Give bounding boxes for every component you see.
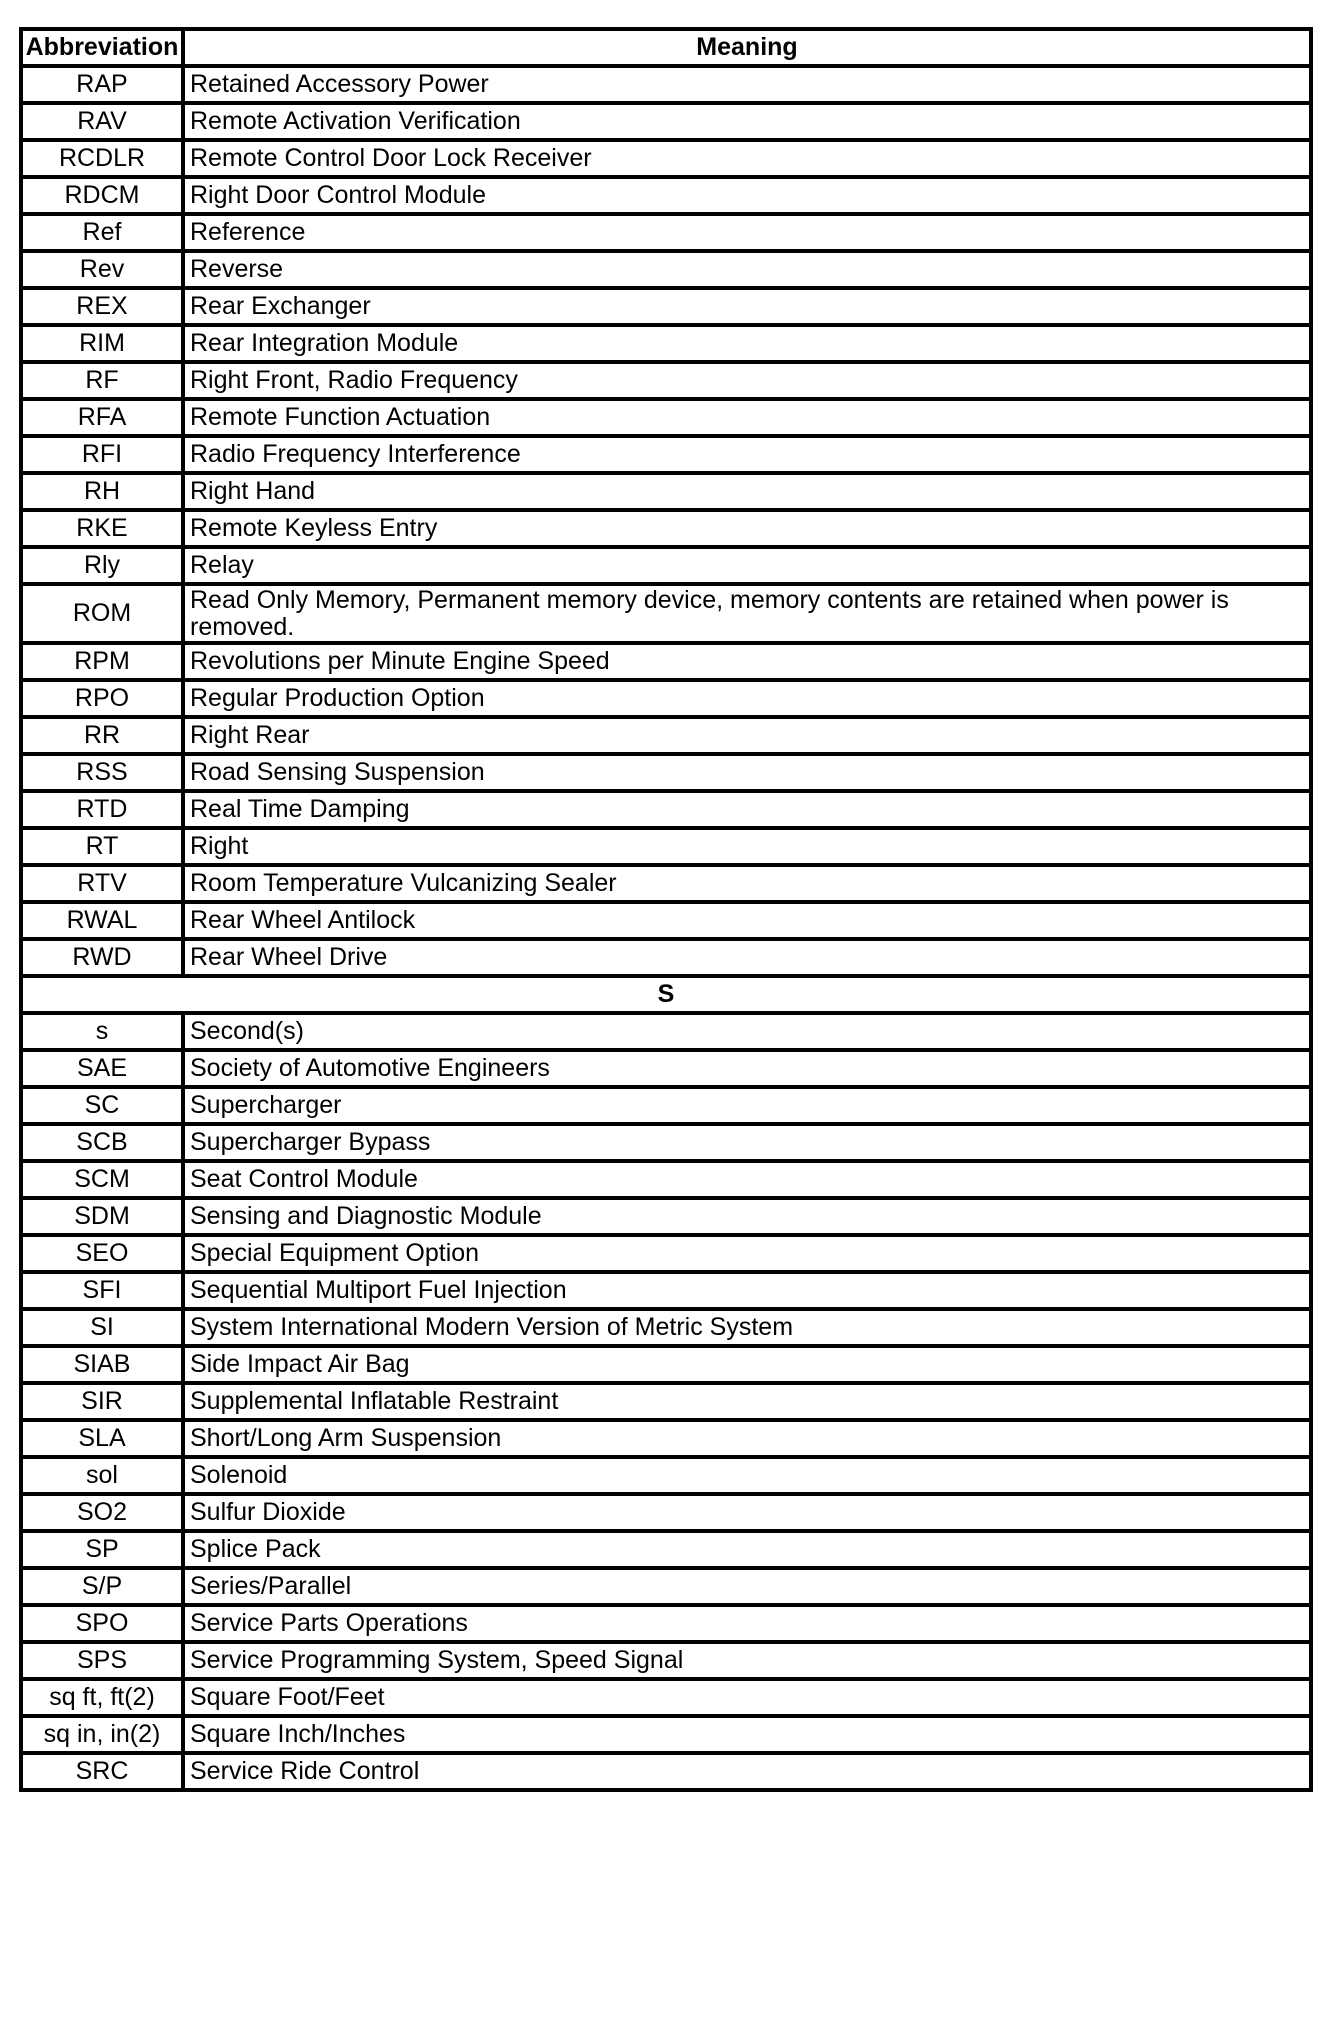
meaning-cell: Short/Long Arm Suspension [183,1420,1311,1457]
meaning-cell: Rear Integration Module [183,325,1311,362]
abbreviation-cell: SP [21,1531,183,1568]
table-row [21,939,1311,976]
meaning-cell: Remote Activation Verification [183,103,1311,140]
abbreviation-cell: Rly [21,547,183,584]
abbreviation-cell: RAP [21,66,183,103]
column-header-meaning: Meaning [183,29,1311,66]
meaning-cell: Right [183,828,1311,865]
meaning-cell: Right Door Control Module [183,177,1311,214]
abbreviation-cell: SPO [21,1605,183,1642]
meaning-cell: Read Only Memory, Permanent memory device, memory contents are retained when power is removed. [183,584,1311,643]
table-row [21,680,1311,717]
abbreviation-cell: RR [21,717,183,754]
table-row [21,643,1311,680]
meaning-cell: Reverse [183,251,1311,288]
section-letter: S [21,976,1311,1013]
abbreviation-cell: ROM [21,584,183,643]
column-header-abbreviation: Abbreviation [21,29,183,66]
abbreviation-cell: SC [21,1087,183,1124]
abbreviation-cell: SI [21,1309,183,1346]
meaning-cell: Special Equipment Option [183,1235,1311,1272]
table-row [21,1716,1311,1753]
table-row [21,362,1311,399]
abbreviation-cell: sol [21,1457,183,1494]
table-row [21,436,1311,473]
meaning-cell: System International Modern Version of Metric System [183,1309,1311,1346]
meaning-cell: Square Inch/Inches [183,1716,1311,1753]
abbreviation-cell: RPO [21,680,183,717]
meaning-cell: Right Front, Radio Frequency [183,362,1311,399]
meaning-cell: Service Parts Operations [183,1605,1311,1642]
abbreviation-cell: RFA [21,399,183,436]
abbreviation-cell: RKE [21,510,183,547]
abbreviation-cell: Ref [21,214,183,251]
meaning-cell: Real Time Damping [183,791,1311,828]
table-row [21,584,1311,643]
meaning-cell: Radio Frequency Interference [183,436,1311,473]
abbreviation-cell: RAV [21,103,183,140]
table-row [21,1753,1311,1790]
table-row [21,1457,1311,1494]
abbreviation-cell: s [21,1013,183,1050]
meaning-cell: Retained Accessory Power [183,66,1311,103]
table-row [21,1346,1311,1383]
meaning-cell: Right Rear [183,717,1311,754]
table-row [21,1605,1311,1642]
abbreviation-cell: SFI [21,1272,183,1309]
table-row [21,1013,1311,1050]
table-row [21,510,1311,547]
abbreviation-cell: SCB [21,1124,183,1161]
meaning-cell: Side Impact Air Bag [183,1346,1311,1383]
abbreviation-cell: Rev [21,251,183,288]
meaning-cell: Reference [183,214,1311,251]
meaning-cell: Regular Production Option [183,680,1311,717]
table-row [21,66,1311,103]
meaning-cell: Room Temperature Vulcanizing Sealer [183,865,1311,902]
meaning-cell: Rear Wheel Drive [183,939,1311,976]
table-row [21,717,1311,754]
meaning-cell: Right Hand [183,473,1311,510]
table-row [21,1235,1311,1272]
abbreviation-cell: SPS [21,1642,183,1679]
table-row [21,791,1311,828]
abbreviation-cell: RDCM [21,177,183,214]
meaning-cell: Sulfur Dioxide [183,1494,1311,1531]
abbreviation-cell: RT [21,828,183,865]
abbreviation-cell: RTV [21,865,183,902]
table-row [21,325,1311,362]
table-row [21,1309,1311,1346]
meaning-cell: Seat Control Module [183,1161,1311,1198]
table-row [21,1198,1311,1235]
abbreviation-cell: RFI [21,436,183,473]
table-header-row [21,29,1311,66]
abbreviation-cell: S/P [21,1568,183,1605]
table-row [21,1272,1311,1309]
meaning-cell: Series/Parallel [183,1568,1311,1605]
abbreviation-cell: SAE [21,1050,183,1087]
meaning-cell: Second(s) [183,1013,1311,1050]
table-row [21,1383,1311,1420]
abbreviation-cell: SO2 [21,1494,183,1531]
meaning-cell: Rear Wheel Antilock [183,902,1311,939]
abbreviation-table [19,27,1313,1792]
abbreviation-cell: SEO [21,1235,183,1272]
meaning-cell: Society of Automotive Engineers [183,1050,1311,1087]
meaning-cell: Supercharger [183,1087,1311,1124]
table-row [21,288,1311,325]
abbreviation-cell: RTD [21,791,183,828]
abbreviation-cell: RWAL [21,902,183,939]
meaning-cell: Remote Control Door Lock Receiver [183,140,1311,177]
meaning-cell: Road Sensing Suspension [183,754,1311,791]
section-header-row [21,976,1311,1013]
table-row [21,1050,1311,1087]
meaning-cell: Splice Pack [183,1531,1311,1568]
abbreviation-cell: SLA [21,1420,183,1457]
meaning-cell: Sequential Multiport Fuel Injection [183,1272,1311,1309]
table-row [21,865,1311,902]
meaning-cell: Solenoid [183,1457,1311,1494]
abbreviation-cell: REX [21,288,183,325]
abbreviation-cell: SCM [21,1161,183,1198]
table-row [21,547,1311,584]
meaning-cell: Service Ride Control [183,1753,1311,1790]
table-row [21,140,1311,177]
abbreviation-cell: sq ft, ft(2) [21,1679,183,1716]
table-row [21,103,1311,140]
meaning-cell: Remote Keyless Entry [183,510,1311,547]
abbreviation-cell: SDM [21,1198,183,1235]
table-row [21,251,1311,288]
abbreviation-cell: RPM [21,643,183,680]
table-row [21,1494,1311,1531]
table-row [21,1124,1311,1161]
meaning-cell: Revolutions per Minute Engine Speed [183,643,1311,680]
abbreviation-cell: RCDLR [21,140,183,177]
abbreviation-cell: RWD [21,939,183,976]
table-row [21,1087,1311,1124]
meaning-cell: Supplemental Inflatable Restraint [183,1383,1311,1420]
table-row [21,1161,1311,1198]
table-row [21,1420,1311,1457]
abbreviation-cell: RIM [21,325,183,362]
table-row [21,399,1311,436]
table-body [21,66,1311,1790]
abbreviation-cell: RSS [21,754,183,791]
meaning-cell: Sensing and Diagnostic Module [183,1198,1311,1235]
abbreviation-cell: RH [21,473,183,510]
abbreviation-cell: SIR [21,1383,183,1420]
table-row [21,1679,1311,1716]
meaning-cell: Rear Exchanger [183,288,1311,325]
table-row [21,1531,1311,1568]
table-row [21,902,1311,939]
table-row [21,177,1311,214]
table-row [21,1568,1311,1605]
table-row [21,214,1311,251]
meaning-cell: Relay [183,547,1311,584]
table-row [21,828,1311,865]
meaning-cell: Supercharger Bypass [183,1124,1311,1161]
table-row [21,473,1311,510]
abbreviation-cell: SIAB [21,1346,183,1383]
table-row [21,1642,1311,1679]
meaning-cell: Square Foot/Feet [183,1679,1311,1716]
abbreviation-cell: SRC [21,1753,183,1790]
meaning-cell: Remote Function Actuation [183,399,1311,436]
meaning-cell: Service Programming System, Speed Signal [183,1642,1311,1679]
abbreviation-cell: sq in, in(2) [21,1716,183,1753]
abbreviation-cell: RF [21,362,183,399]
table-row [21,754,1311,791]
